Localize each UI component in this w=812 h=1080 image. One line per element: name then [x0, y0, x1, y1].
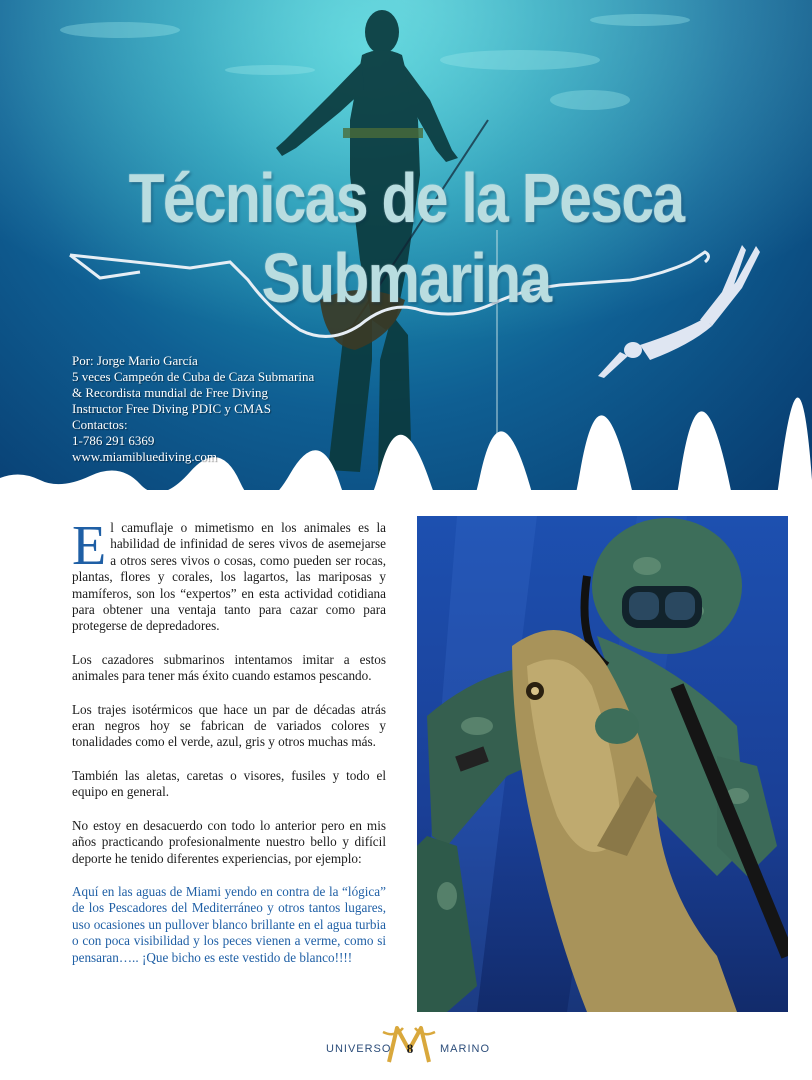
hero-banner: [0, 0, 812, 490]
paragraph-3: Los trajes isotérmicos que hace un par de décadas atrás eran negros hoy se fabrican de variados colores y tonalidades como el verde, azul, gris y otros muchas más.: [72, 701, 386, 750]
byline-author: Por: Jorge Mario García: [72, 353, 198, 368]
author-byline: [72, 353, 314, 465]
paragraph-intro: [72, 515, 386, 635]
footer-universo: UNIVERSO: [326, 1043, 392, 1055]
magazine-footer: [0, 1036, 812, 1066]
byline-credential-1: 5 veces Campeón de Cuba de Caza Submarina: [72, 369, 315, 384]
paragraph-2: Los cazadores submarinos intentamos imitar a estos animales para tener más éxito cuando estamos pescando.: [72, 651, 386, 684]
paragraph-4: También las aletas, caretas o visores, fusiles y todo el equipo en general.: [72, 767, 386, 800]
photo-illustration: [417, 516, 788, 1012]
highlight-paragraph: Aquí en las aguas de Miami yendo en contra de la “lógica” de los Pescadores del Mediterráneo y otros tantos lugares, uso ocasiones un pullover blanco brillante en el agua turbia o con poca visibilidad y los peces vienen a verme, como si pensaran….. ¡Que bicho es este vestido de blanco!!!!: [72, 883, 386, 965]
footer-marino: MARINO: [440, 1043, 490, 1055]
diver-with-fish-photo: [417, 516, 788, 1012]
byline-credential-2: & Recordista mundial de Free Diving: [72, 385, 269, 400]
article-title: Técnicas de la Pesca Submarina: [128, 159, 684, 317]
paragraph-5: No estoy en desacuerdo con todo lo anterior pero en mis años practicando profesionalmente nuestro bello y difícil deporte he tenido diferentes experiencias, por ejemplo:: [72, 817, 386, 866]
byline-credential-3: Instructor Free Diving PDIC y CMAS: [72, 401, 271, 416]
article-body: [72, 515, 386, 983]
page-number: 8: [406, 1041, 414, 1056]
drop-cap: E: [72, 515, 107, 577]
byline-contacts-label: Contactos:: [72, 417, 128, 432]
paragraph-1-text: l camuflaje o mimetismo en los animales es la habilidad de infinidad de seres vivos de asemejarse a otros seres vivos o cosas, como pueden ser rocas, plantas, flores y corales, los lagartos, las mariposas y mamíferos, son los “expertos” en esta actividad cotidiana para obtener una ventaja tanto para cazar como para protegerse de depredadores.: [72, 520, 386, 634]
byline-website: www.miamibluediving.com: [72, 449, 218, 464]
byline-phone: 1-786 291 6369: [72, 433, 155, 448]
